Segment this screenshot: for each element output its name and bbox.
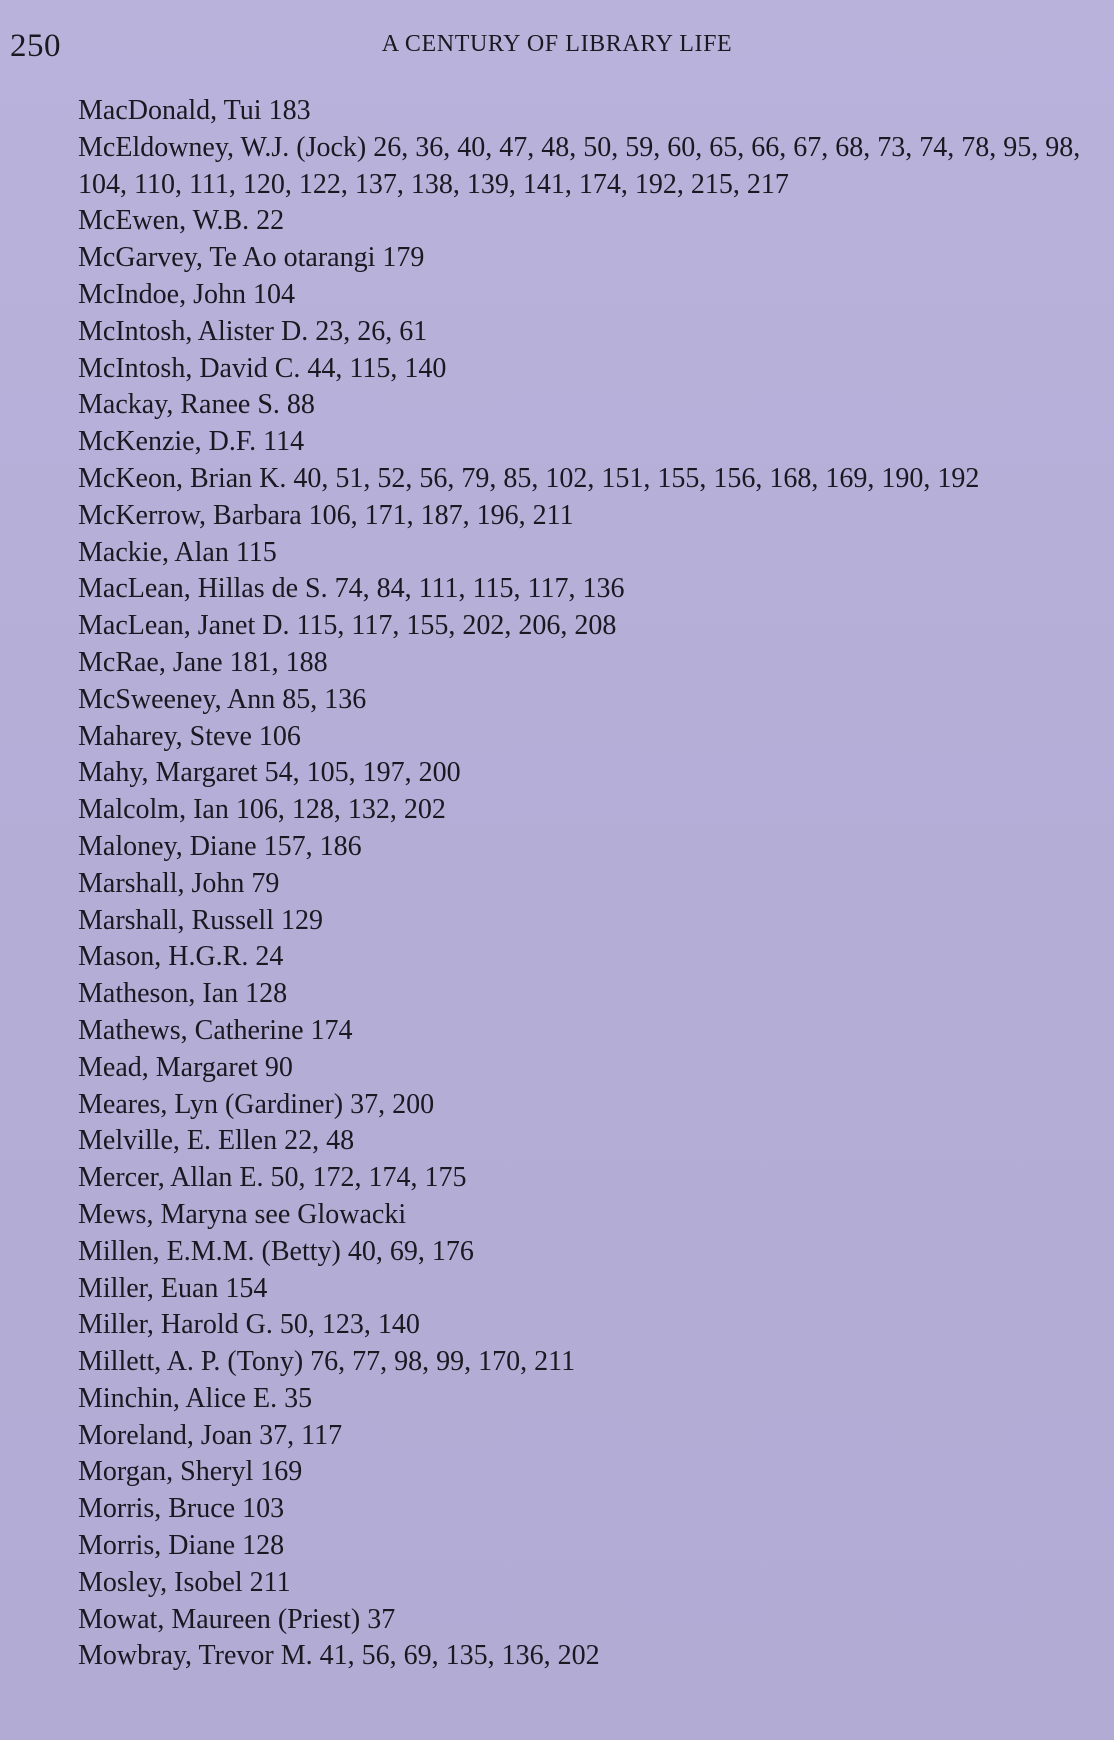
index-entry: Mosley, Isobel 211 xyxy=(78,1566,291,1598)
running-head: A CENTURY OF LIBRARY LIFE xyxy=(381,31,733,57)
index-entry: Morris, Bruce 103 xyxy=(78,1493,285,1525)
index-entry: Maloney, Diane 157, 186 xyxy=(78,830,362,862)
index-entry: Minchin, Alice E. 35 xyxy=(78,1382,313,1414)
index-entry: Mowat, Maureen (Priest) 37 xyxy=(78,1603,396,1635)
index-entry: MacLean, Hillas de S. 74, 84, 111, 115, 117, 136 xyxy=(78,573,625,605)
index-entry: Meares, Lyn (Gardiner) 37, 200 xyxy=(78,1088,435,1120)
index-entry: McKerrow, Barbara 106, 171, 187, 196, 211 xyxy=(78,499,574,531)
index-entry: Mews, Maryna see Glowacki xyxy=(78,1198,407,1230)
index-entry: Mathews, Catherine 174 xyxy=(78,1014,353,1046)
index-entry: Millen, E.M.M. (Betty) 40, 69, 176 xyxy=(78,1235,474,1267)
index-entry: McKeon, Brian K. 40, 51, 52, 56, 79, 85, 102, 151, 155, 156, 168, 169, 190, 192 xyxy=(78,462,980,494)
index-entry: McIntosh, David C. 44, 115, 140 xyxy=(78,352,447,384)
index-entry: Mackie, Alan 115 xyxy=(78,536,277,568)
index-entry: Morris, Diane 128 xyxy=(78,1530,285,1562)
index-entry: Moreland, Joan 37, 117 xyxy=(78,1419,343,1451)
index-entry: Marshall, Russell 129 xyxy=(78,904,323,936)
index-entry: McGarvey, Te Ao otarangi 179 xyxy=(78,242,425,274)
index-entry: Mason, H.G.R. 24 xyxy=(78,941,284,973)
index-entry: McIntosh, Alister D. 23, 26, 61 xyxy=(78,315,428,347)
index-entry: Mercer, Allan E. 50, 172, 174, 175 xyxy=(78,1162,467,1194)
index-entry: Mahy, Margaret 54, 105, 197, 200 xyxy=(78,757,461,789)
index-entry: Mead, Margaret 90 xyxy=(78,1051,293,1083)
index-entry: McKenzie, D.F. 114 xyxy=(78,426,305,458)
index-entry: MacDonald, Tui 183 xyxy=(78,95,311,126)
index-entry: Miller, Harold G. 50, 123, 140 xyxy=(78,1309,420,1341)
index-entry: Matheson, Ian 128 xyxy=(78,978,288,1010)
index-entry: McEldowney, W.J. (Jock) 26, 36, 40, 47, 48, 50, 59, 60, 65, 66, 67, 68, 73, 74, 78, 95, 98, 104, 110, 111, 120, 122, 137, 138, 139, 141, 174, 192, 215, 217 xyxy=(78,131,1081,200)
index-entry: Mackay, Ranee S. 88 xyxy=(78,389,315,421)
index-entry: Marshall, John 79 xyxy=(78,867,280,899)
index-entry: MacLean, Janet D. 115, 117, 155, 202, 206, 208 xyxy=(78,610,617,642)
index-entry: McEwen, W.B. 22 xyxy=(78,205,285,237)
index-entry: Mowbray, Trevor M. 41, 56, 69, 135, 136, 202 xyxy=(78,1640,600,1672)
index-entry: McRae, Jane 181, 188 xyxy=(78,646,328,678)
index-list xyxy=(78,93,1088,1675)
index-entry: Miller, Euan 154 xyxy=(78,1272,268,1304)
index-entry: Maharey, Steve 106 xyxy=(78,720,301,752)
index-entry: McIndoe, John 104 xyxy=(78,278,295,310)
index-entry: Malcolm, Ian 106, 128, 132, 202 xyxy=(78,794,446,826)
index-entry: Melville, E. Ellen 22, 48 xyxy=(78,1125,355,1157)
index-entry: Millett, A. P. (Tony) 76, 77, 98, 99, 170, 211 xyxy=(78,1346,576,1378)
index-entry: Morgan, Sheryl 169 xyxy=(78,1456,303,1488)
index-entry: McSweeney, Ann 85, 136 xyxy=(78,683,367,715)
page-number: 250 xyxy=(10,28,61,64)
